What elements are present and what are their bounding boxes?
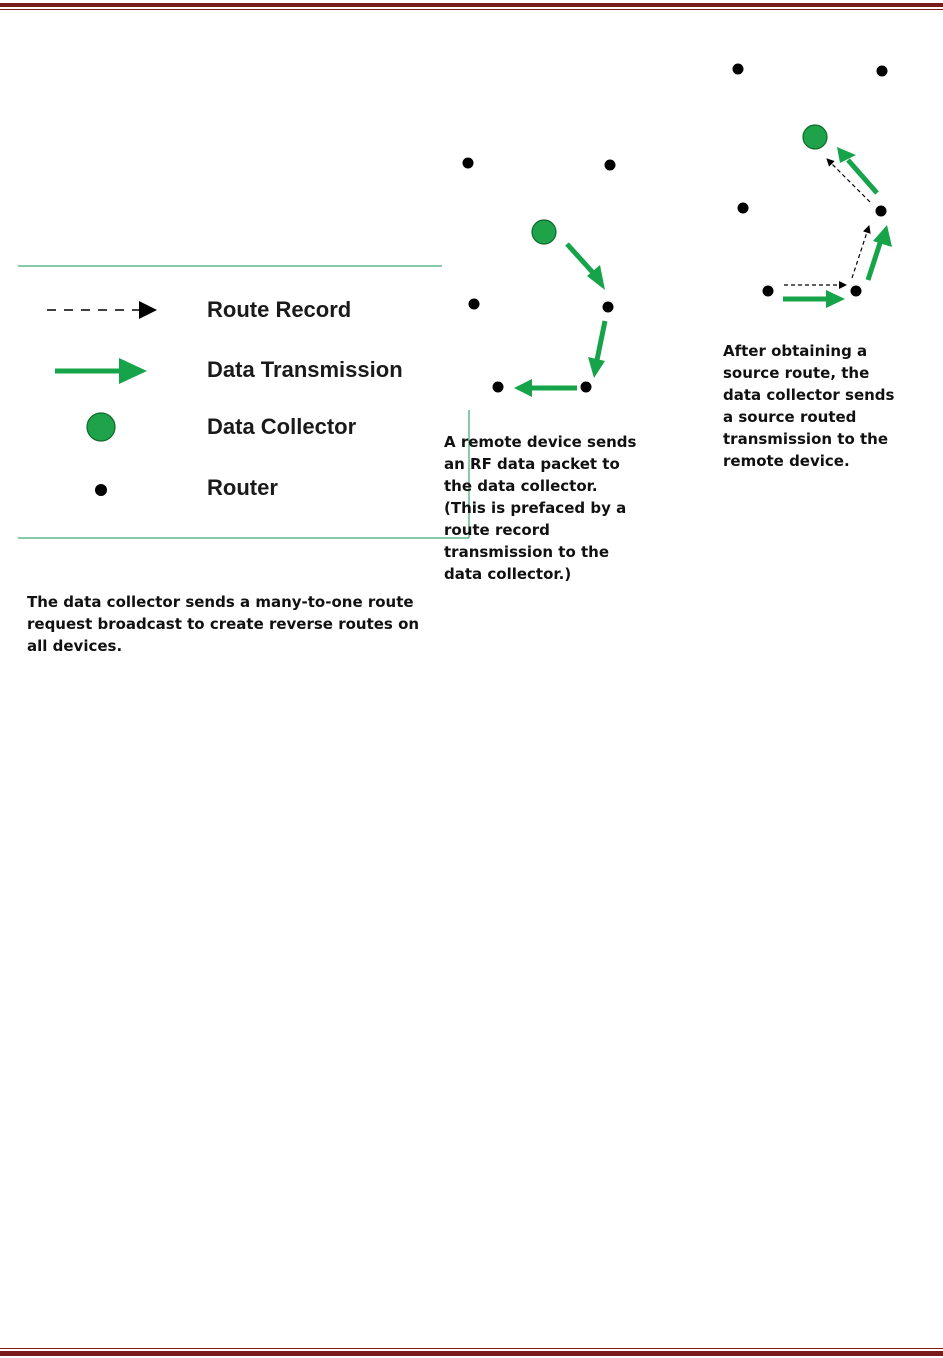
- legend-route-record-symbol: [47, 301, 157, 319]
- caption-line: an RF data packet to: [444, 455, 620, 473]
- caption-line: source route, the: [723, 364, 870, 382]
- diagram-step2: [463, 158, 616, 398]
- router-node: [469, 299, 480, 310]
- caption-line: route record: [444, 521, 550, 539]
- data-collector-node: [532, 220, 556, 244]
- router-node: [763, 286, 774, 297]
- bottom-page-rule-thin: [0, 1348, 943, 1349]
- router-node: [877, 66, 888, 77]
- caption-line: remote device.: [723, 452, 850, 470]
- caption-line: transmission to the: [444, 543, 609, 561]
- legend-label-route-record: Route Record: [207, 297, 352, 322]
- caption-line: request broadcast to create reverse routes on: [27, 615, 420, 633]
- data-transmission-arrow: [837, 147, 877, 193]
- router-node: [463, 158, 474, 169]
- legend-data-collector-symbol: [87, 413, 115, 441]
- legend-data-transmission-symbol: [55, 358, 147, 384]
- data-transmission-arrow: [783, 290, 845, 308]
- caption-line: all devices.: [27, 637, 123, 655]
- caption-line: transmission to the: [723, 430, 888, 448]
- router-node: [603, 302, 614, 313]
- caption-line: (This is prefaced by a: [444, 499, 627, 517]
- route-record-arrow: [852, 226, 869, 278]
- data-transmission-arrow: [567, 244, 605, 290]
- caption-step3: [723, 340, 894, 472]
- caption-line: the data collector.: [444, 477, 598, 495]
- data-transmission-arrow: [514, 379, 577, 397]
- router-node: [605, 160, 616, 171]
- router-node: [876, 206, 887, 217]
- router-node: [738, 203, 749, 214]
- data-transmission-arrow: [588, 321, 605, 378]
- legend-label-data-transmission: Data Transmission: [207, 357, 403, 382]
- caption-line: After obtaining a: [723, 342, 868, 360]
- legend-label-data-collector: Data Collector: [207, 414, 357, 439]
- bottom-page-rule-thick: [0, 1351, 943, 1356]
- legend-label-router: Router: [207, 475, 278, 500]
- legend-router-symbol: [95, 484, 107, 496]
- router-node: [851, 286, 862, 297]
- data-transmission-arrow: [868, 225, 892, 280]
- router-node: [733, 64, 744, 75]
- diagram-step3: [733, 64, 893, 309]
- router-node: [581, 382, 592, 393]
- caption-line: data collector sends: [723, 386, 895, 404]
- caption-step1: [27, 591, 419, 657]
- router-node: [493, 382, 504, 393]
- caption-line: The data collector sends a many-to-one route: [27, 593, 414, 611]
- caption-line: A remote device sends: [444, 433, 637, 451]
- caption-line: a source routed: [723, 408, 857, 426]
- caption-line: data collector.): [444, 565, 572, 583]
- caption-step2: [444, 431, 636, 585]
- data-collector-node: [803, 125, 827, 149]
